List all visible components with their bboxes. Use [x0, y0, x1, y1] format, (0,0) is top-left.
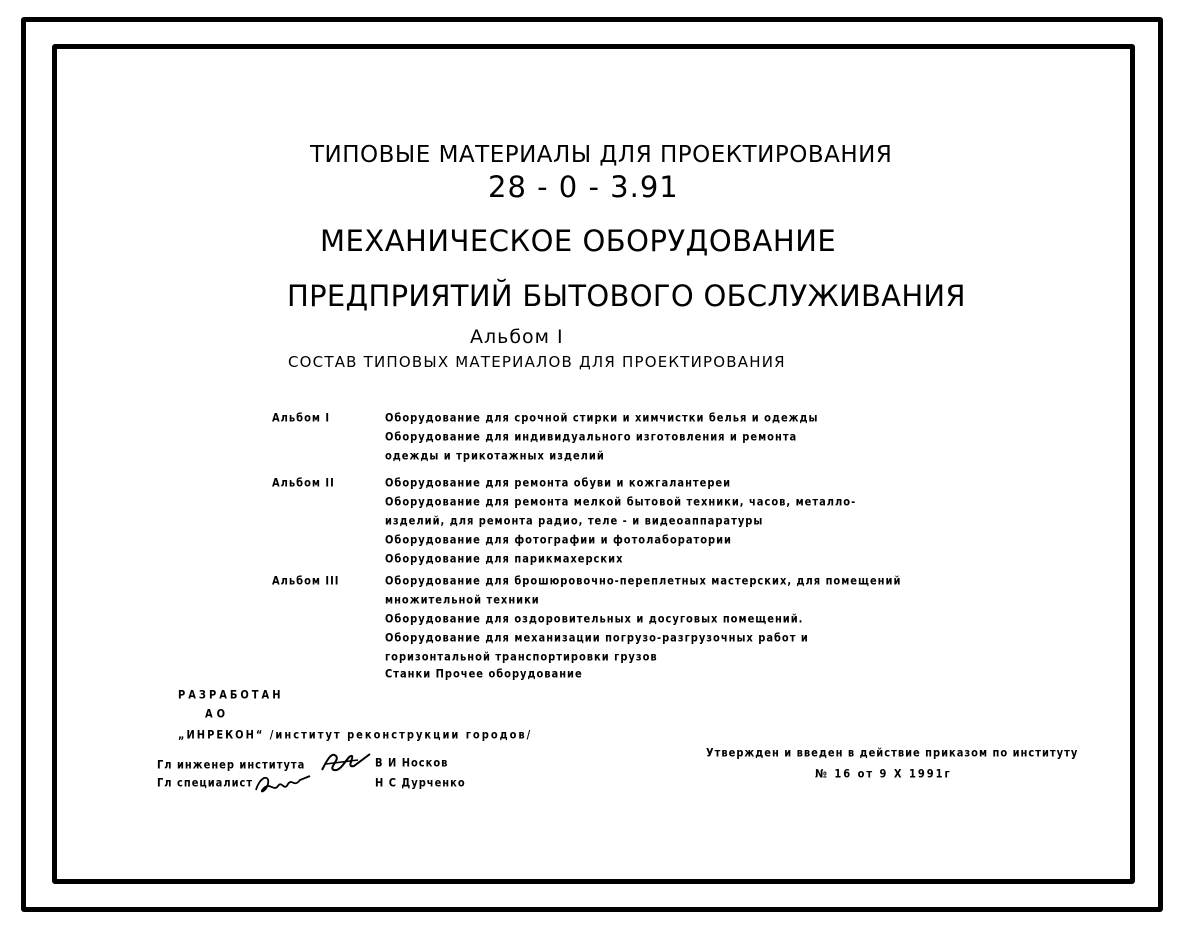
- album-3-line-2: множительной техники: [385, 592, 540, 607]
- album-3-line-4: Оборудование для механизации погрузо-разгрузочных работ и: [385, 630, 809, 645]
- approval-line-1: Утвержден и введен в действие приказом по институту: [706, 745, 1079, 760]
- album-1-line-2: Оборудование для индивидуального изготовления и ремонта: [385, 429, 798, 444]
- specialist-role: Гл специалист: [157, 775, 254, 790]
- developer-company: „ИНРЕКОН“ /институт реконструкции городов/: [178, 727, 533, 742]
- album-2-line-5: Оборудование для парикмахерских: [385, 551, 624, 566]
- composition-heading: СОСТАВ ТИПОВЫХ МАТЕРИАЛОВ ДЛЯ ПРОЕКТИРОВАНИЯ: [288, 353, 786, 371]
- album-2-line-1: Оборудование для ремонта обуви и кожгалантереи: [385, 475, 732, 490]
- developer-company-type: АО: [205, 706, 230, 721]
- album-1-label: Альбом I: [272, 410, 331, 425]
- specialist-name: Н С Дурченко: [375, 775, 466, 790]
- album-heading: Альбом I: [470, 326, 564, 348]
- album-3-line-6: Станки Прочее оборудование: [385, 666, 583, 681]
- engineer-role: Гл инженер института: [157, 757, 306, 772]
- approval-line-2: № 16 от 9 X 1991г: [815, 766, 952, 781]
- album-2-line-3: изделий, для ремонта радио, теле - и видеоаппаратуры: [385, 513, 764, 528]
- engineer-signature: [318, 748, 374, 776]
- album-3-line-1: Оборудование для брошюровочно-переплетных мастерских, для помещений: [385, 573, 902, 588]
- specialist-signature: [252, 770, 314, 796]
- album-1-line-3: одежды и трикотажных изделий: [385, 448, 605, 463]
- album-2-line-4: Оборудование для фотографии и фотолаборатории: [385, 532, 732, 547]
- title-line-1: ТИПОВЫЕ МАТЕРИАЛЫ ДЛЯ ПРОЕКТИРОВАНИЯ: [310, 142, 893, 168]
- album-2-label: Альбом II: [272, 475, 335, 490]
- album-1-line-1: Оборудование для срочной стирки и химчистки белья и одежды: [385, 410, 819, 425]
- title-line-3: ПРЕДПРИЯТИЙ БЫТОВОГО ОБСЛУЖИВАНИЯ: [287, 279, 966, 313]
- album-3-label: Альбом III: [272, 573, 340, 588]
- document-code: 28 - 0 - 3.91: [488, 170, 679, 204]
- engineer-name: В И Носков: [375, 755, 449, 770]
- developer-label: РАЗРАБОТАН: [178, 687, 284, 702]
- album-3-line-3: Оборудование для оздоровительных и досуговых помещений.: [385, 611, 804, 626]
- album-3-line-5: горизонтальной транспортировки грузов: [385, 649, 658, 664]
- album-2-line-2: Оборудование для ремонта мелкой бытовой техники, часов, металло-: [385, 494, 857, 509]
- title-line-2: МЕХАНИЧЕСКОЕ ОБОРУДОВАНИЕ: [320, 224, 837, 258]
